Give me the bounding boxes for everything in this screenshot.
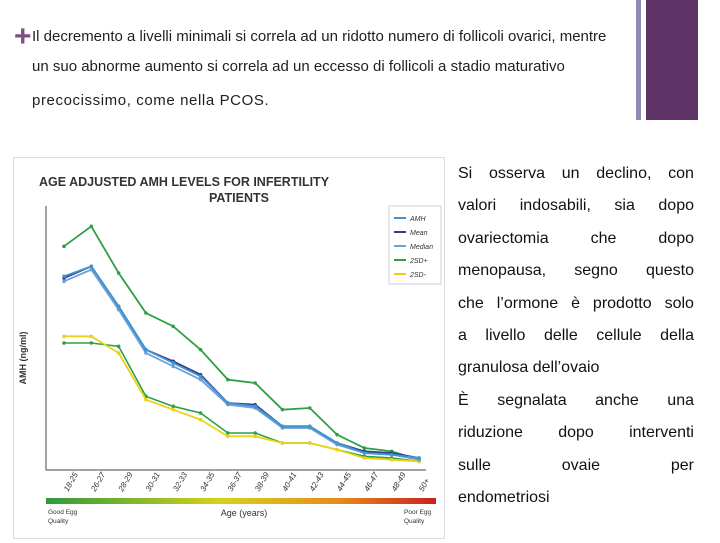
series-line-lower-green-point	[171, 405, 175, 409]
side-word: un	[561, 165, 580, 182]
legend-label: AMH	[410, 216, 426, 223]
series-line-lower-green	[64, 343, 419, 461]
series-line-2sd--point	[226, 378, 230, 382]
x-tick-label: 38-39	[253, 470, 272, 493]
x-tick-label: 46-47	[362, 470, 381, 493]
series-line-2sd--point	[62, 245, 66, 249]
series-line-lower-green-point	[90, 341, 94, 345]
side-word: della	[660, 327, 694, 344]
series-line-2sd--point	[335, 448, 339, 452]
chart-title-line-2: PATIENTS	[209, 191, 269, 205]
side-line-11	[458, 489, 694, 507]
series-line-amh-point	[308, 425, 312, 429]
side-line-8	[458, 392, 694, 410]
series-line-2sd--point	[144, 311, 148, 315]
side-word: interventi	[629, 424, 694, 442]
side-word: segno	[574, 262, 618, 280]
side-word: granulosa dell’ovaio	[458, 359, 600, 377]
series-line-2sd--point	[144, 398, 148, 402]
plus-icon: +	[14, 20, 32, 53]
egg-quality-gradient-bar	[46, 498, 436, 504]
x-tick-label: 44-45	[335, 470, 354, 493]
x-tick-label: 34-35	[198, 470, 217, 493]
side-line-7	[458, 359, 694, 377]
side-line-1	[458, 165, 694, 183]
side-word: a	[458, 327, 467, 344]
series-line-2sd--point	[90, 225, 94, 229]
side-word: l’ormone	[496, 294, 559, 312]
series-line-2sd--point	[363, 446, 367, 450]
x-tick-label: 42-43	[307, 470, 326, 493]
series-line-2sd--point	[253, 435, 257, 439]
series-line-2sd--point	[253, 381, 257, 385]
series-line-2sd--point	[226, 435, 230, 439]
series-line-2sd--point	[335, 433, 339, 437]
series-line-amh	[64, 266, 419, 458]
series-line-amh-point	[390, 453, 394, 457]
legend-label: 2SD-	[410, 272, 426, 279]
side-line-4	[458, 262, 694, 280]
series-line-median	[64, 270, 419, 460]
x-axis-label: Age (years)	[220, 508, 268, 518]
side-word: valori	[458, 197, 497, 215]
side-word: riduzione	[458, 424, 523, 442]
series-line-mean	[64, 266, 419, 458]
side-word: anche	[595, 391, 639, 409]
series-line-median-point	[171, 365, 175, 369]
side-line-9	[458, 424, 694, 442]
x-tick-label: 26-27	[89, 470, 108, 493]
series-line-2sd--point	[117, 271, 121, 275]
side-word: indosabili,	[519, 197, 591, 215]
side-word: osserva	[488, 165, 545, 182]
side-word: che	[458, 294, 484, 312]
y-axis-label: AMH (ng/ml)	[18, 331, 28, 385]
series-line-2sd--point	[171, 408, 175, 412]
side-line-6	[458, 327, 694, 345]
chart-title-line-1: AGE ADJUSTED AMH LEVELS FOR INFERTILITY	[38, 175, 330, 189]
side-word: menopausa,	[458, 262, 547, 280]
series-line-2sd--point	[390, 458, 394, 462]
series-line-amh-point	[90, 265, 94, 269]
legend-label: 2SD+	[410, 258, 428, 265]
side-word: ovariectomia	[458, 229, 549, 247]
series-line-2sd--point	[308, 406, 312, 410]
x-tick-label: 36-37	[225, 470, 244, 493]
x-tick-label: 30-31	[143, 470, 162, 493]
series-line-lower-green-point	[253, 431, 257, 435]
series-line-lower-green-point	[226, 431, 230, 435]
side-word: Si	[458, 165, 473, 182]
side-word: cellule	[596, 327, 642, 344]
legend-label: Mean	[410, 230, 428, 237]
side-line-2	[458, 197, 694, 215]
series-line-amh-point	[199, 375, 203, 379]
side-word: È	[458, 391, 469, 409]
side-word: solo	[664, 294, 694, 312]
amh-chart-image	[13, 157, 445, 539]
series-line-2sd--point	[281, 441, 285, 445]
side-word: sulle	[458, 456, 491, 474]
series-line-2sd--point	[363, 456, 367, 460]
series-line-lower-green-point	[199, 411, 203, 415]
series-line-2sd--point	[308, 441, 312, 445]
good-egg-quality-label: Good Egg Quality	[48, 509, 78, 525]
side-line-10	[458, 457, 694, 475]
side-word: una	[667, 391, 694, 409]
intro-line-1: Il decremento a livelli minimali si correla ad un ridotto numero di follicoli ovarici, mentre	[32, 28, 607, 45]
series-line-2sd-	[64, 226, 419, 459]
series-line-amh-point	[62, 275, 66, 279]
x-tick-label: 28-29	[116, 470, 135, 493]
side-word: per	[670, 456, 694, 474]
series-line-amh-point	[226, 401, 230, 405]
side-word: delle	[543, 327, 578, 344]
x-tick-label: 50+	[416, 476, 432, 493]
series-line-2sd--point	[199, 418, 203, 422]
side-word: segnalata	[497, 391, 567, 409]
series-line-amh-point	[281, 425, 285, 429]
series-line-2sd--point	[62, 335, 66, 339]
side-word: declino,	[596, 165, 652, 182]
intro-line-2: un suo abnorme aumento si correla ad un eccesso di follicoli a stadio maturativo	[32, 58, 565, 75]
series-line-2sd--point	[117, 351, 121, 355]
amh-line-chart	[14, 158, 444, 538]
x-tick-label: 18-25	[61, 470, 80, 493]
series-line-median-point	[62, 280, 66, 284]
side-word: dopo	[558, 424, 594, 442]
side-word: ovaie	[561, 456, 601, 474]
x-tick-label: 40-41	[280, 470, 299, 493]
side-word: che	[590, 229, 617, 247]
side-word: questo	[645, 262, 694, 280]
series-line-amh-point	[171, 361, 175, 365]
series-line-lower-green-point	[117, 345, 121, 349]
accent-bar-thin	[636, 0, 641, 120]
series-line-amh-point	[363, 451, 367, 455]
poor-egg-quality-label: Poor Egg Quality	[404, 509, 432, 525]
side-word: è	[571, 294, 580, 312]
series-line-2sd--point	[171, 325, 175, 329]
x-tick-label: 32-33	[171, 470, 190, 493]
side-word: dopo	[658, 197, 694, 215]
series-line-amh-point	[335, 441, 339, 445]
legend-label: Median	[410, 244, 433, 251]
series-line-amh-point	[144, 348, 148, 352]
series-line-2sd--point	[281, 408, 285, 412]
side-word: prodotto	[592, 294, 652, 312]
side-line-5	[458, 295, 694, 313]
x-tick-label: 48-49	[389, 470, 408, 493]
series-line-median-point	[144, 351, 148, 355]
side-word: endometriosi	[458, 489, 550, 506]
accent-bar-thick	[646, 0, 698, 120]
series-line-amh-point	[417, 456, 421, 460]
series-line-lower-green-point	[62, 341, 66, 345]
side-word: con	[668, 165, 694, 182]
series-line-amh-point	[253, 405, 257, 409]
side-word: livello	[485, 327, 526, 344]
series-line-2sd-	[64, 336, 419, 461]
series-line-2sd--point	[199, 348, 203, 352]
side-word: dopo	[658, 229, 694, 247]
side-word: sia	[614, 197, 635, 215]
series-line-amh-point	[117, 305, 121, 309]
intro-line-3: precocissimo, come nella PCOS.	[32, 92, 270, 109]
series-line-2sd--point	[90, 335, 94, 339]
side-line-3	[458, 230, 694, 248]
